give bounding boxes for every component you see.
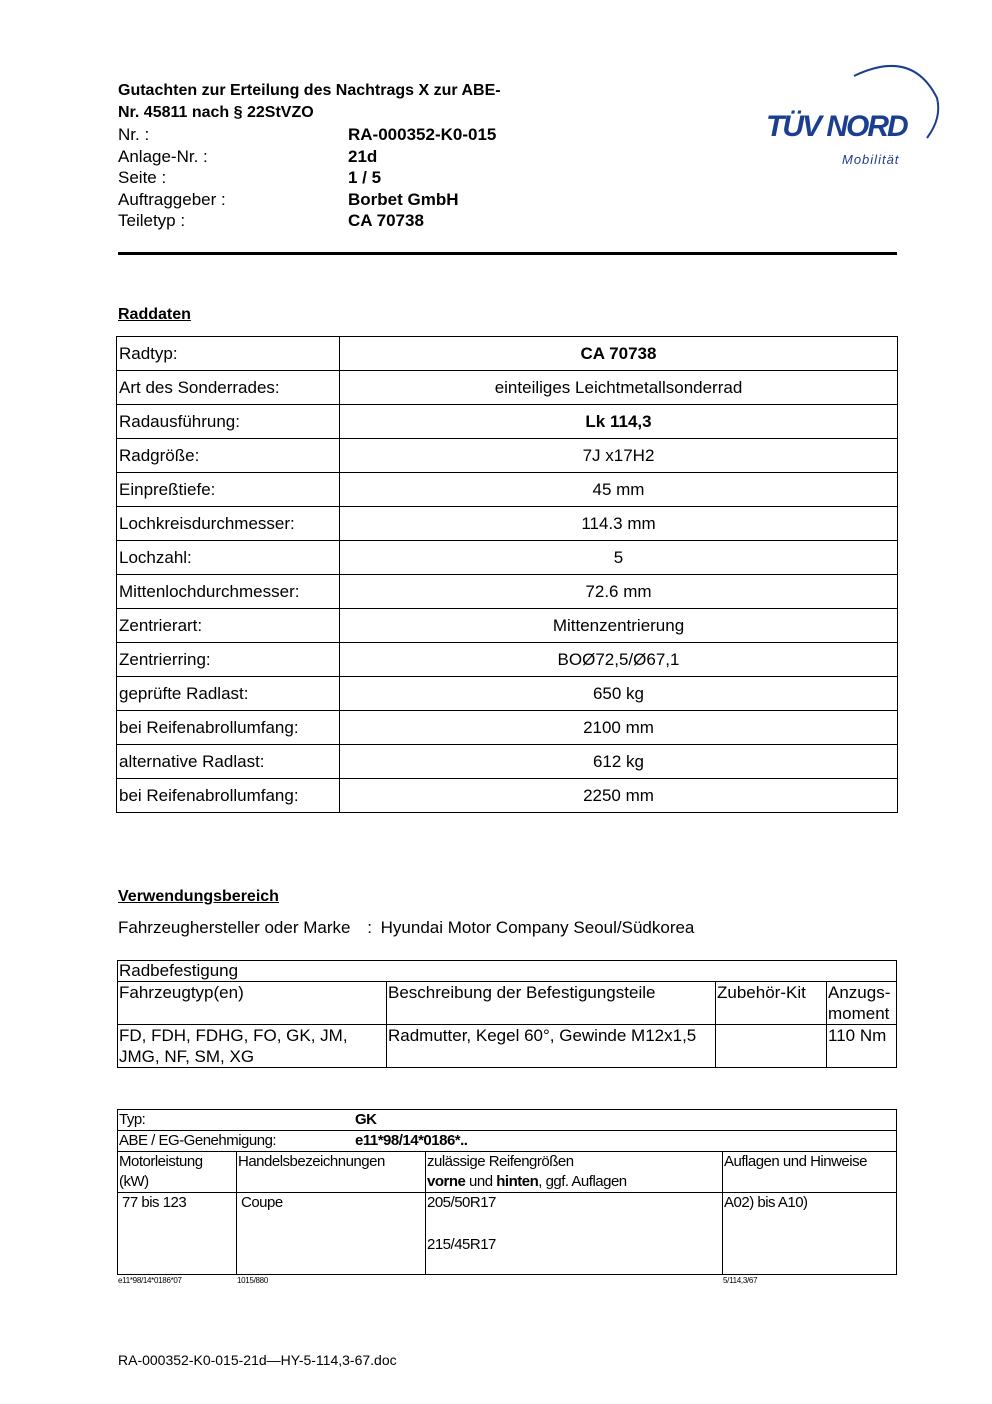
meta-row — [118, 167, 496, 189]
title-line-2: Nr. 45811 nach § 22StVZO — [118, 104, 314, 121]
maker-value: Hyundai Motor Company Seoul/Südkorea — [380, 918, 695, 937]
abe-label: ABE / EG-Genehmigung: — [119, 1132, 277, 1149]
footer-filename: RA-000352-K0-015-21d—HY-5-114,3-67.doc — [118, 1352, 397, 1368]
table-row — [117, 473, 898, 507]
small-code: 5/114,3/67 — [723, 1276, 758, 1285]
raddaten-value: 612 kg — [340, 745, 898, 779]
table-header: Beschreibung der Befestigungsteile — [387, 982, 716, 1025]
typ-value: GK — [355, 1111, 377, 1128]
raddaten-heading: Raddaten — [118, 306, 191, 323]
verwendung-heading: Verwendungsbereich — [118, 888, 279, 905]
maker-separator: : — [367, 918, 372, 937]
reifen-header-line2 — [427, 1172, 721, 1192]
raddaten-value: Lk 114,3 — [340, 405, 898, 439]
table-cell — [426, 1193, 723, 1275]
meta-value: 1 / 5 — [348, 168, 382, 187]
table-header: Handelsbezeichnungen — [237, 1152, 426, 1193]
typ-cell — [118, 1110, 897, 1131]
logo-wordmark: TÜV NORD — [766, 110, 907, 143]
raddaten-value: 7J x17H2 — [340, 439, 898, 473]
raddaten-label: alternative Radlast: — [117, 745, 340, 779]
table-row — [117, 779, 898, 813]
raddaten-value: 5 — [340, 541, 898, 575]
small-code: e11*98/14*0186*07 — [118, 1276, 182, 1285]
document-title — [118, 80, 501, 124]
table-row — [118, 1110, 897, 1131]
header-divider — [118, 252, 897, 255]
reifen-header-line1: zulässige Reifengrößen — [427, 1153, 574, 1170]
table-row — [117, 541, 898, 575]
reifen-size: 205/50R17 — [427, 1194, 496, 1211]
meta-row — [118, 124, 496, 146]
table-row — [118, 1152, 897, 1193]
meta-value: Borbet GmbH — [348, 189, 459, 209]
table-row — [117, 711, 898, 745]
raddaten-label: Zentrierring: — [117, 643, 340, 677]
raddaten-label: Einpreßtiefe: — [117, 473, 340, 507]
maker-label: Fahrzeughersteller oder Marke — [118, 918, 351, 937]
raddaten-label: bei Reifenabrollumfang: — [117, 711, 340, 745]
raddaten-label: Zentrierart: — [117, 609, 340, 643]
typ-table — [117, 1109, 897, 1275]
raddaten-value: Mittenzentrierung — [340, 609, 898, 643]
raddaten-value: einteiliges Leichtmetallsonderrad — [340, 371, 898, 405]
small-code: 1015/880 — [237, 1276, 268, 1285]
reifen-vorne: vorne — [427, 1173, 466, 1190]
reifen-rest: , ggf. Auflagen — [538, 1173, 627, 1190]
tuv-nord-logo — [762, 58, 942, 173]
raddaten-label: Lochzahl: — [117, 541, 340, 575]
meta-value: CA 70738 — [348, 211, 424, 230]
table-row — [117, 337, 898, 371]
table-cell: A02) bis A10) — [723, 1193, 897, 1275]
reifen-hinten: hinten — [496, 1173, 539, 1190]
table-row — [117, 575, 898, 609]
meta-value: 21d — [348, 146, 378, 166]
table-cell: 77 bis 123 — [118, 1193, 237, 1275]
raddaten-value: 2100 mm — [340, 711, 898, 745]
meta-row — [118, 210, 496, 232]
table-row — [117, 371, 898, 405]
table-row — [117, 609, 898, 643]
meta-row — [118, 146, 496, 168]
raddaten-value: 650 kg — [340, 677, 898, 711]
raddaten-label: geprüfte Radlast: — [117, 677, 340, 711]
meta-value: RA-000352-K0-015 — [348, 125, 497, 144]
table-row — [118, 1193, 897, 1275]
meta-label: Nr. : — [118, 125, 150, 144]
table-row — [118, 982, 897, 1025]
raddaten-label: Lochkreisdurchmesser: — [117, 507, 340, 541]
raddaten-value: 72.6 mm — [340, 575, 898, 609]
document-meta — [118, 124, 496, 232]
meta-label: Anlage-Nr. : — [118, 146, 208, 166]
table-header: Fahrzeugtyp(en) — [118, 982, 387, 1025]
table-header: Motorleistung (kW) — [118, 1152, 237, 1193]
abe-value: e11*98/14*0186*.. — [355, 1132, 468, 1149]
befestigung-title: Radbefestigung — [118, 961, 897, 982]
typ-label: Typ: — [119, 1111, 146, 1128]
meta-label: Seite : — [118, 168, 167, 187]
raddaten-value: 45 mm — [340, 473, 898, 507]
raddaten-table — [116, 336, 898, 813]
table-header: Anzugs-moment — [827, 982, 897, 1025]
table-header: Auflagen und Hinweise — [723, 1152, 897, 1193]
table-row — [118, 961, 897, 982]
table-header — [426, 1152, 723, 1193]
table-cell: 110 Nm — [827, 1025, 897, 1068]
table-row — [117, 439, 898, 473]
reifen-size: 215/45R17 — [427, 1236, 496, 1253]
table-cell: Coupe — [237, 1193, 426, 1275]
table-row — [117, 507, 898, 541]
meta-label: Teiletyp : — [118, 211, 186, 230]
raddaten-value: CA 70738 — [340, 337, 898, 371]
raddaten-value: 114.3 mm — [340, 507, 898, 541]
title-line-1: Gutachten zur Erteilung des Nachtrags X zur ABE- — [118, 82, 501, 99]
meta-row — [118, 189, 496, 211]
befestigung-table — [117, 960, 897, 1068]
table-row — [117, 643, 898, 677]
logo-subtitle: Mobilität — [842, 152, 900, 167]
raddaten-label: Radausführung: — [117, 405, 340, 439]
raddaten-label: Radtyp: — [117, 337, 340, 371]
raddaten-label: Art des Sonderrades: — [117, 371, 340, 405]
raddaten-value: BOØ72,5/Ø67,1 — [340, 643, 898, 677]
maker-line — [118, 918, 694, 938]
abe-cell — [118, 1131, 897, 1152]
raddaten-label: Mittenlochdurchmesser: — [117, 575, 340, 609]
table-row — [117, 677, 898, 711]
raddaten-label: bei Reifenabrollumfang: — [117, 779, 340, 813]
table-header: Zubehör-Kit — [716, 982, 827, 1025]
raddaten-value: 2250 mm — [340, 779, 898, 813]
raddaten-label: Radgröße: — [117, 439, 340, 473]
table-cell: Radmutter, Kegel 60°, Gewinde M12x1,5 — [387, 1025, 716, 1068]
table-row — [117, 745, 898, 779]
table-row — [118, 1025, 897, 1068]
meta-label: Auftraggeber : — [118, 189, 226, 209]
table-cell: FD, FDH, FDHG, FO, GK, JM, JMG, NF, SM, XG — [118, 1025, 387, 1068]
table-cell — [716, 1025, 827, 1068]
table-row — [118, 1131, 897, 1152]
reifen-und: und — [465, 1173, 497, 1190]
table-row — [117, 405, 898, 439]
